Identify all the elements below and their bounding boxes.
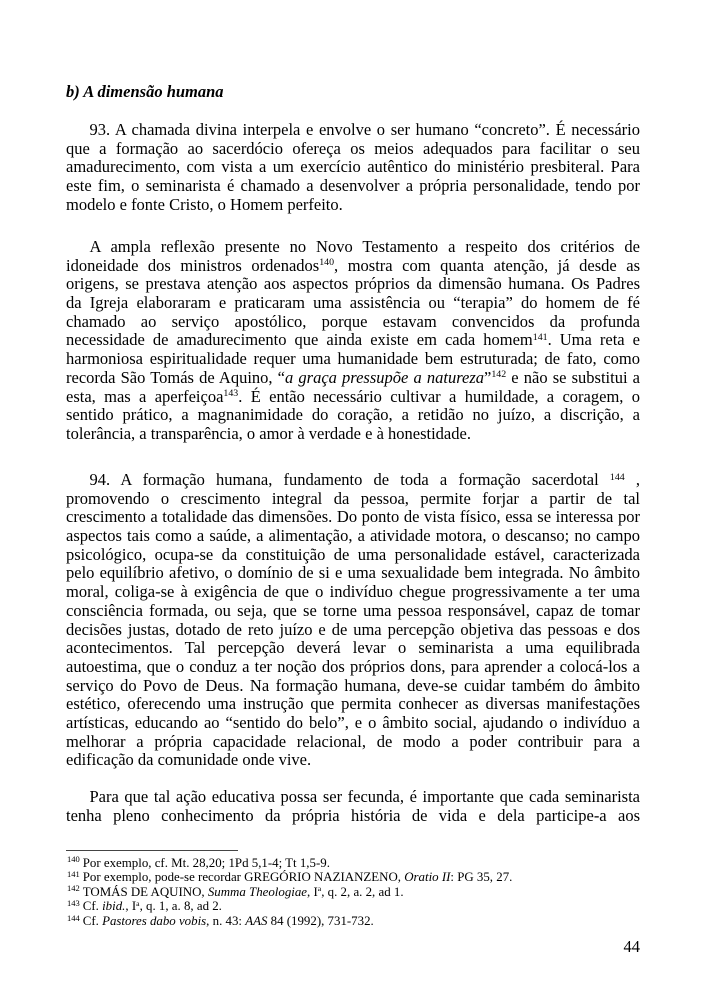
text-run: aspectos tais como a saúde, a alimentação, a atividade motora, o descanso; no campo bbox=[66, 526, 640, 546]
footnotes bbox=[66, 856, 640, 929]
text-line bbox=[66, 238, 640, 257]
text-line bbox=[66, 369, 640, 388]
text-line bbox=[66, 425, 640, 444]
text-run: serviço do Povo de Deus. Na formação humana, deve-se cuidar também do âmbito bbox=[66, 675, 640, 695]
footnote-reference: a bbox=[317, 884, 322, 894]
text-line bbox=[66, 196, 640, 215]
text-run: , n. 43: bbox=[206, 913, 246, 928]
paragraph-93 bbox=[66, 121, 640, 214]
footnote-reference: 144 bbox=[609, 471, 625, 483]
text-line bbox=[66, 275, 640, 294]
text-line bbox=[66, 490, 640, 509]
footnote-reference: 141 bbox=[532, 332, 548, 343]
paragraph-human-dimension-reflection bbox=[66, 238, 640, 444]
text-run: consciência formada, ou seja, que se torne uma pessoa responsável, capaz de tomar bbox=[66, 600, 640, 620]
text-run: : PG 35, 27. bbox=[450, 870, 513, 885]
text-line bbox=[66, 658, 640, 677]
text-run: idoneidade dos ministros ordenados bbox=[66, 255, 320, 275]
text-run: , I bbox=[307, 884, 318, 899]
footnote-number: 142 bbox=[67, 883, 80, 894]
footnote-142 bbox=[66, 885, 640, 900]
text-run: edificação da comunidade onde vive. bbox=[66, 750, 312, 770]
text-line bbox=[66, 471, 640, 490]
footnote-separator bbox=[66, 850, 238, 851]
footnote-reference: 142 bbox=[491, 369, 507, 381]
italic-text-run: Summa Theologiae bbox=[207, 884, 308, 899]
text-line bbox=[66, 527, 640, 546]
text-line bbox=[66, 508, 640, 527]
page-number: 44 bbox=[623, 937, 640, 956]
text-run: autoestima, que o conduz a ter noção dos próprios dons, para aprender a colocá-los a bbox=[66, 656, 640, 676]
text-run: . Uma reta e bbox=[547, 330, 641, 350]
text-run: da Igreja elaboraram e praticaram uma assistência ou “terapia” do homem de fé bbox=[66, 293, 640, 313]
text-line bbox=[66, 602, 640, 621]
text-run: sentido prático, a magnanimidade do coração, a retidão no juízo, a discrição, a bbox=[66, 405, 640, 425]
text-line bbox=[66, 564, 640, 583]
text-run: 84 (1992), 731-732. bbox=[267, 913, 374, 928]
text-run: , mostra com quanta atenção, já desde as bbox=[334, 255, 640, 275]
text-run: Cf. bbox=[82, 913, 103, 928]
text-run: recorda São Tomás de Aquino, “ bbox=[66, 367, 285, 387]
text-line bbox=[66, 788, 640, 807]
italic-text-run: Oratio II bbox=[404, 870, 451, 885]
section-heading: b) A dimensão humana bbox=[66, 82, 224, 101]
footnote-144 bbox=[66, 914, 640, 929]
text-line bbox=[66, 695, 640, 714]
italic-text-run: a graça pressupõe a natureza bbox=[285, 367, 484, 387]
text-run: origens, se prestava atenção aos aspectos próprios da dimensão humana. Os Padres bbox=[66, 274, 640, 294]
text-line bbox=[66, 583, 640, 602]
text-run: . É então necessário cultivar a humildade, a coragem, o bbox=[238, 386, 641, 406]
text-run: moral, coliga-se à exigência de que o indivíduo chegue progressivamente a ter uma bbox=[66, 582, 640, 602]
text-line bbox=[66, 313, 640, 332]
paragraph-94 bbox=[66, 471, 640, 770]
footnote-number: 140 bbox=[67, 854, 80, 865]
footnote-reference: 143 bbox=[223, 388, 239, 400]
text-line bbox=[66, 807, 640, 826]
text-line bbox=[66, 350, 640, 369]
italic-text-run: AAS bbox=[245, 913, 268, 928]
text-run: 94. A formação humana, fundamento de toda a formação sacerdotal bbox=[89, 470, 610, 489]
text-line bbox=[66, 177, 640, 196]
text-run: Por exemplo, cf. Mt. 28,20; 1Pd 5,1-4; Tt 1,5-9. bbox=[82, 855, 330, 870]
text-line bbox=[66, 121, 640, 140]
text-run: artísticas, educando ao “sentido do belo”, e o âmbito social, ajudando o indivíduo a bbox=[66, 712, 640, 732]
footnote-reference: a bbox=[136, 899, 140, 909]
text-line bbox=[66, 406, 640, 425]
text-line bbox=[66, 546, 640, 565]
text-run: este fim, o seminarista é chamado a desenvolver a própria personalidade, tendo por bbox=[66, 176, 640, 196]
text-line bbox=[66, 388, 640, 407]
text-line bbox=[66, 751, 640, 770]
italic-text-run: ibid. bbox=[102, 899, 126, 914]
footnote-number: 144 bbox=[67, 912, 80, 923]
footnote-140 bbox=[66, 856, 640, 871]
text-run: Por exemplo, pode-se recordar GREGÓRIO NAZIANZENO, bbox=[82, 870, 405, 885]
text-run: harmoniosa espiritualidade requer uma humanidade bem estruturada; de fato, como bbox=[66, 349, 640, 369]
text-run: , bbox=[624, 470, 640, 489]
text-line bbox=[66, 677, 640, 696]
text-line bbox=[66, 621, 640, 640]
text-run: Para que tal ação educativa possa ser fecunda, é importante que cada seminarista bbox=[89, 787, 640, 806]
text-run: melhorar a própria capacidade relacional, de modo a poder contribuir para a bbox=[66, 731, 640, 751]
text-run: , I bbox=[125, 899, 137, 914]
text-run: Cf. bbox=[82, 899, 103, 914]
text-run: esta, mas a aperfeiçoa bbox=[66, 386, 224, 406]
text-run: crescimento a totalidade das dimensões. Do ponto de vista físico, essa se interessa por bbox=[66, 507, 640, 527]
footnote-143 bbox=[66, 899, 640, 914]
text-run: , q. 1, a. 8, ad 2. bbox=[139, 899, 222, 914]
text-line bbox=[66, 331, 640, 350]
text-run: decisões justas, dotado de reto juízo e de uma percepção objetiva das pessoas e dos bbox=[66, 619, 640, 639]
text-run: 93. A chamada divina interpela e envolve o ser humano “concreto”. É necessário bbox=[89, 120, 640, 139]
footnote-number: 141 bbox=[67, 868, 80, 879]
text-run: , q. 2, a. 2, ad 1. bbox=[321, 884, 404, 899]
text-line bbox=[66, 140, 640, 159]
text-run: tenha pleno conhecimento da própria história de vida e dela participe-a aos bbox=[66, 805, 640, 825]
text-run: promovendo o crescimento integral da pessoa, permite forjar a partir de tal bbox=[66, 488, 640, 508]
italic-text-run: Pastores dabo vobis bbox=[102, 913, 207, 928]
footnote-reference: 140 bbox=[319, 257, 335, 269]
text-line bbox=[66, 733, 640, 752]
text-run: tolerância, a transparência, o amor à verdade e à honestidade. bbox=[66, 423, 471, 443]
text-run: e não se substitui a bbox=[506, 367, 640, 387]
footnote-141 bbox=[66, 870, 640, 885]
text-run: estético, oferecendo uma instrução que permita conhecer as diversas manifestações bbox=[66, 694, 640, 714]
text-run: ” bbox=[484, 367, 492, 387]
footnote-number: 143 bbox=[67, 898, 80, 909]
text-run: necessidade de amadurecimento que ainda existe em cada homem bbox=[66, 330, 533, 350]
text-run: modelo e fonte Cristo, o Homem perfeito. bbox=[66, 194, 343, 214]
text-line bbox=[66, 158, 640, 177]
text-run: TOMÁS DE AQUINO, bbox=[82, 884, 208, 899]
text-line bbox=[66, 639, 640, 658]
text-run: chamado ao serviço apostólico, porque estavam convencidos da profunda bbox=[66, 311, 640, 331]
text-run: pelo equilíbrio afetivo, o domínio de si e uma sexualidade bem integrada. No âmbito bbox=[66, 563, 640, 583]
text-line bbox=[66, 294, 640, 313]
text-run: psicológico, ocupa-se da constituição de uma personalidade estável, caracterizada bbox=[66, 544, 640, 564]
text-run: amadurecimento, com vista a um exercício autêntico do ministério presbiteral. Para bbox=[66, 157, 640, 177]
text-run: A ampla reflexão presente no Novo Testamento a respeito dos critérios de bbox=[89, 237, 640, 256]
paragraph-educational-action bbox=[66, 788, 640, 825]
text-run: acontecimentos. Tal percepção deverá levar o seminarista a uma equilibrada bbox=[66, 638, 640, 658]
text-line bbox=[66, 257, 640, 276]
text-line bbox=[66, 714, 640, 733]
text-run: que a formação ao sacerdócio ofereça os meios adequados para facilitar o seu bbox=[66, 138, 640, 158]
